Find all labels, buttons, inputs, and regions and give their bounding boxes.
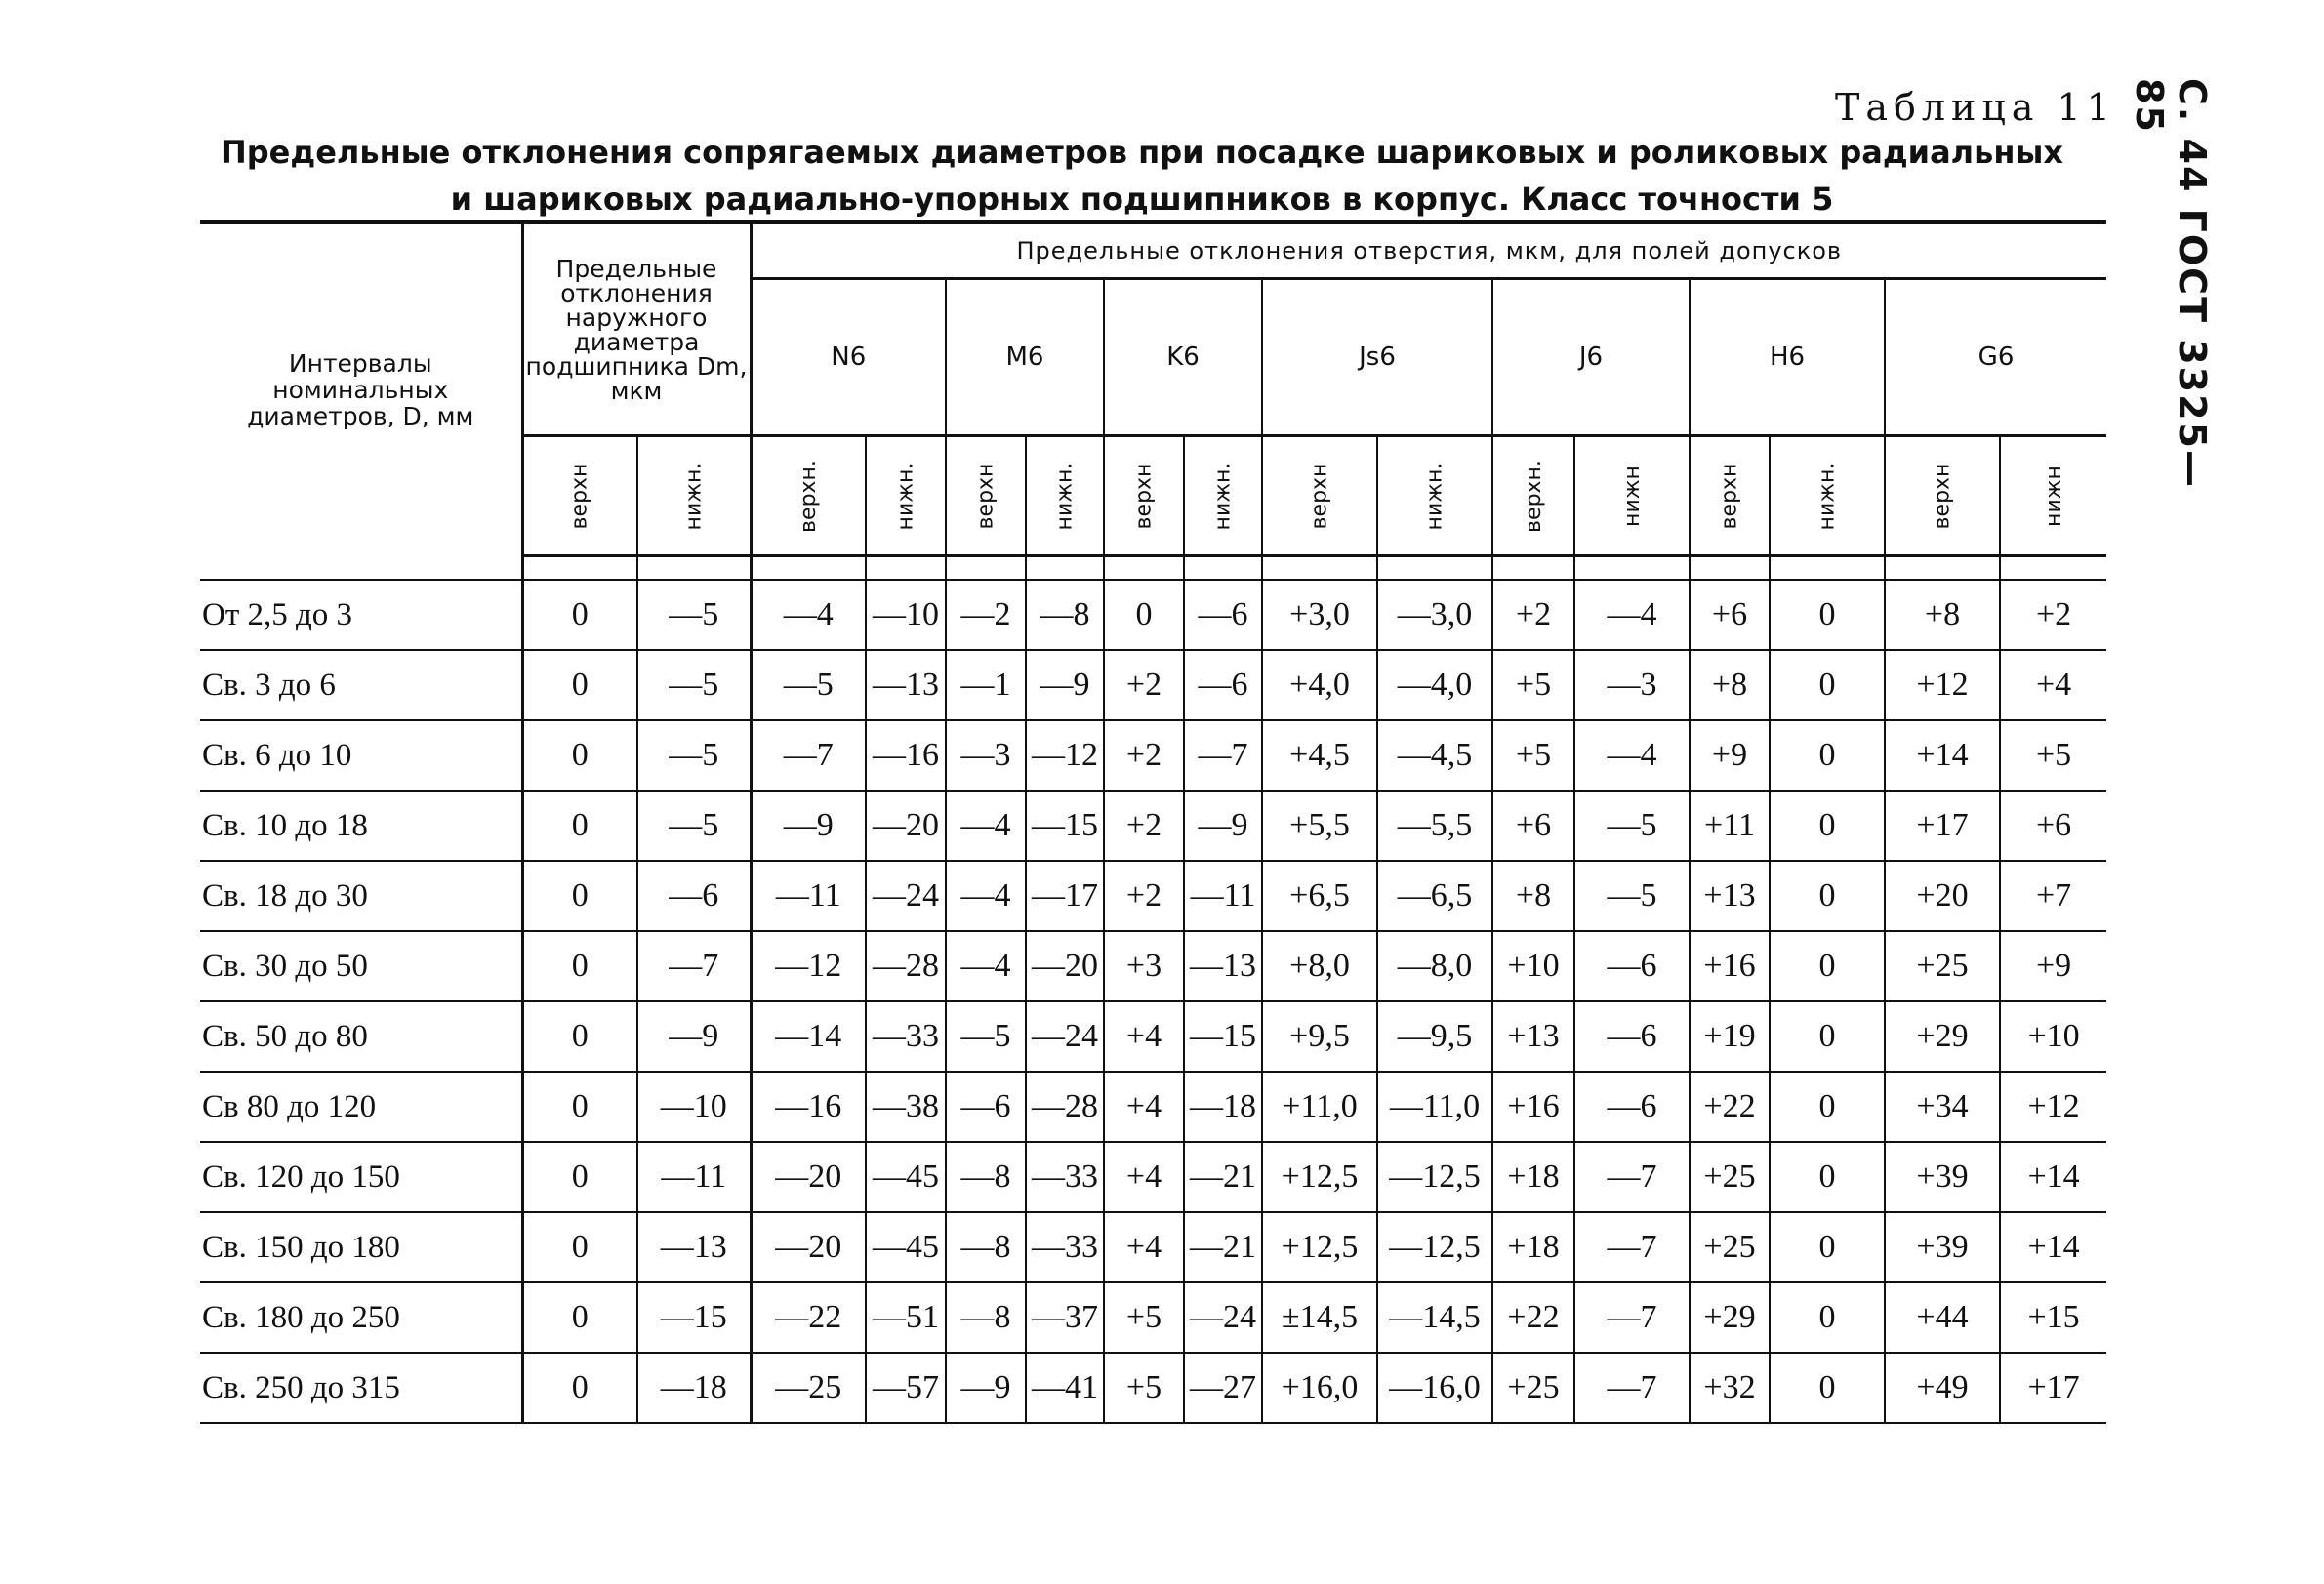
sub-header: нижн: [2000, 436, 2106, 556]
value-cell: 0: [1770, 580, 1885, 650]
value-cell: —5: [637, 720, 751, 791]
value-cell: —5,5: [1377, 791, 1492, 861]
value-cell: +5: [1104, 1282, 1184, 1353]
value-cell: ±14,5: [1262, 1282, 1377, 1353]
value-cell: 0: [522, 1072, 637, 1142]
value-cell: +4: [1104, 1072, 1184, 1142]
spacer-cell: [751, 556, 866, 581]
title-line-1: Предельные отклонения сопрягаемых диаметров при посадке шариковых и роликовых радиальных: [220, 134, 2064, 171]
value-cell: +14: [2000, 1212, 2106, 1282]
table-row: [200, 1142, 2106, 1212]
value-cell: +6: [2000, 791, 2106, 861]
interval-cell: Св 80 до 120: [200, 1072, 522, 1142]
value-cell: —45: [866, 1142, 946, 1212]
value-cell: +4: [1104, 1142, 1184, 1212]
value-cell: +5: [1492, 720, 1574, 791]
value-cell: 0: [1770, 1353, 1885, 1423]
value-cell: +18: [1492, 1142, 1574, 1212]
sub-header: нижн.: [1026, 436, 1104, 556]
value-cell: +16: [1492, 1072, 1574, 1142]
value-cell: —27: [1184, 1353, 1262, 1423]
value-cell: —6: [1184, 580, 1262, 650]
value-cell: —3: [946, 720, 1026, 791]
value-cell: —7: [637, 931, 751, 1001]
value-cell: +25: [1690, 1212, 1770, 1282]
value-cell: 0: [522, 1353, 637, 1423]
value-cell: +6,5: [1262, 861, 1377, 931]
value-cell: —24: [1026, 1001, 1104, 1072]
value-cell: —5: [1574, 861, 1690, 931]
value-cell: —9: [1184, 791, 1262, 861]
value-cell: —5: [1574, 791, 1690, 861]
interval-cell: Св. 30 до 50: [200, 931, 522, 1001]
value-cell: —13: [637, 1212, 751, 1282]
value-cell: +2: [1104, 720, 1184, 791]
value-cell: —24: [866, 861, 946, 931]
value-cell: —11,0: [1377, 1072, 1492, 1142]
table-row: [200, 720, 2106, 791]
value-cell: 0: [1770, 861, 1885, 931]
value-cell: +3,0: [1262, 580, 1377, 650]
sub-header: верхн.: [751, 436, 866, 556]
value-cell: —20: [866, 791, 946, 861]
value-cell: —20: [751, 1142, 866, 1212]
value-cell: —9: [1026, 650, 1104, 720]
value-cell: 0: [522, 1001, 637, 1072]
interval-cell: Св. 250 до 315: [200, 1353, 522, 1423]
header-interval: Интервалы номинальных диаметров, D, мм: [200, 223, 522, 556]
spacer-cell: [1377, 556, 1492, 581]
value-cell: +4: [2000, 650, 2106, 720]
spacer-cell: [1104, 556, 1184, 581]
value-cell: —10: [637, 1072, 751, 1142]
value-cell: —20: [751, 1212, 866, 1282]
value-cell: —8: [946, 1212, 1026, 1282]
value-cell: 0: [522, 720, 637, 791]
value-cell: —10: [866, 580, 946, 650]
value-cell: —3: [1574, 650, 1690, 720]
field-k6: K6: [1104, 279, 1262, 436]
value-cell: +12: [1885, 650, 2000, 720]
value-cell: +22: [1690, 1072, 1770, 1142]
field-m6: M6: [946, 279, 1104, 436]
value-cell: —8,0: [1377, 931, 1492, 1001]
value-cell: —6: [1574, 1072, 1690, 1142]
value-cell: —7: [1574, 1212, 1690, 1282]
table-row: [200, 1282, 2106, 1353]
value-cell: +9: [2000, 931, 2106, 1001]
value-cell: 0: [522, 1142, 637, 1212]
value-cell: —14: [751, 1001, 866, 1072]
tolerance-table: [200, 220, 2106, 1424]
value-cell: +20: [1885, 861, 2000, 931]
value-cell: —4: [1574, 580, 1690, 650]
spacer-cell: [1574, 556, 1690, 581]
value-cell: +8: [1885, 580, 2000, 650]
value-cell: —41: [1026, 1353, 1104, 1423]
value-cell: +25: [1690, 1142, 1770, 1212]
value-cell: —38: [866, 1072, 946, 1142]
spacer-cell: [1026, 556, 1104, 581]
sub-header: верхн: [1690, 436, 1770, 556]
side-label-text: С. 44 ГОСТ 3325—85: [2128, 78, 2214, 489]
value-cell: —28: [866, 931, 946, 1001]
value-cell: —2: [946, 580, 1026, 650]
spacer-cell: [200, 556, 522, 581]
value-cell: +14: [1885, 720, 2000, 791]
value-cell: —6: [1184, 650, 1262, 720]
value-cell: —6: [1574, 1001, 1690, 1072]
table-row: [200, 1072, 2106, 1142]
value-cell: +17: [1885, 791, 2000, 861]
table-row: [200, 1353, 2106, 1423]
interval-cell: Св. 150 до 180: [200, 1212, 522, 1282]
value-cell: +6: [1492, 791, 1574, 861]
field-n6: N6: [751, 279, 946, 436]
value-cell: —15: [637, 1282, 751, 1353]
value-cell: +10: [2000, 1001, 2106, 1072]
value-cell: —6: [1574, 931, 1690, 1001]
value-cell: —20: [1026, 931, 1104, 1001]
value-cell: —57: [866, 1353, 946, 1423]
spacer-cell: [522, 556, 637, 581]
value-cell: +10: [1492, 931, 1574, 1001]
interval-cell: Св. 10 до 18: [200, 791, 522, 861]
sub-header: нижн.: [1770, 436, 1885, 556]
value-cell: —16: [866, 720, 946, 791]
value-cell: +11: [1690, 791, 1770, 861]
value-cell: —11: [637, 1142, 751, 1212]
spacer-cell: [2000, 556, 2106, 581]
value-cell: 0: [522, 580, 637, 650]
value-cell: +4: [1104, 1001, 1184, 1072]
value-cell: —11: [751, 861, 866, 931]
value-cell: —5: [637, 791, 751, 861]
value-cell: —1: [946, 650, 1026, 720]
spacer-cell: [1690, 556, 1770, 581]
value-cell: —6: [637, 861, 751, 931]
value-cell: —9: [751, 791, 866, 861]
value-cell: +2: [1492, 580, 1574, 650]
value-cell: —12: [1026, 720, 1104, 791]
value-cell: +4,5: [1262, 720, 1377, 791]
value-cell: —5: [637, 580, 751, 650]
value-cell: +8,0: [1262, 931, 1377, 1001]
value-cell: +2: [1104, 791, 1184, 861]
value-cell: +11,0: [1262, 1072, 1377, 1142]
value-cell: —15: [1026, 791, 1104, 861]
value-cell: +2: [1104, 650, 1184, 720]
sub-header: верхн.: [1492, 436, 1574, 556]
value-cell: —5: [751, 650, 866, 720]
value-cell: —5: [946, 1001, 1026, 1072]
value-cell: +5: [1492, 650, 1574, 720]
table-number: Таблица 11: [1835, 86, 2116, 129]
value-cell: —16,0: [1377, 1353, 1492, 1423]
value-cell: +13: [1492, 1001, 1574, 1072]
value-cell: —45: [866, 1212, 946, 1282]
sub-header: нижн.: [1184, 436, 1262, 556]
table-row: [200, 791, 2106, 861]
value-cell: —37: [1026, 1282, 1104, 1353]
value-cell: +7: [2000, 861, 2106, 931]
value-cell: —7: [1184, 720, 1262, 791]
value-cell: —12,5: [1377, 1212, 1492, 1282]
sub-header: нижн.: [866, 436, 946, 556]
value-cell: +2: [1104, 861, 1184, 931]
value-cell: +5: [2000, 720, 2106, 791]
value-cell: —33: [1026, 1142, 1104, 1212]
page-side-label: [2128, 78, 2214, 508]
spacer-cell: [1184, 556, 1262, 581]
value-cell: —7: [1574, 1282, 1690, 1353]
value-cell: —24: [1184, 1282, 1262, 1353]
spacer-cell: [1492, 556, 1574, 581]
table-title: [185, 129, 2099, 223]
value-cell: —4: [946, 791, 1026, 861]
table-row: [200, 931, 2106, 1001]
value-cell: —16: [751, 1072, 866, 1142]
sub-header: нижн: [1574, 436, 1690, 556]
table-row: [200, 861, 2106, 931]
value-cell: +49: [1885, 1353, 2000, 1423]
value-cell: —7: [1574, 1142, 1690, 1212]
interval-cell: Св. 6 до 10: [200, 720, 522, 791]
field-js6: Js6: [1262, 279, 1492, 436]
table-row: [200, 1001, 2106, 1072]
value-cell: 0: [1770, 1001, 1885, 1072]
value-cell: —21: [1184, 1212, 1262, 1282]
value-cell: +8: [1690, 650, 1770, 720]
value-cell: —9: [637, 1001, 751, 1072]
spacer-cell: [637, 556, 751, 581]
value-cell: +12,5: [1262, 1212, 1377, 1282]
value-cell: +6: [1690, 580, 1770, 650]
value-cell: —4,5: [1377, 720, 1492, 791]
value-cell: +15: [2000, 1282, 2106, 1353]
value-cell: 0: [1104, 580, 1184, 650]
value-cell: +34: [1885, 1072, 2000, 1142]
value-cell: —13: [866, 650, 946, 720]
value-cell: —12,5: [1377, 1142, 1492, 1212]
value-cell: +12,5: [1262, 1142, 1377, 1212]
value-cell: —9: [946, 1353, 1026, 1423]
value-cell: —7: [1574, 1353, 1690, 1423]
value-cell: —21: [1184, 1142, 1262, 1212]
interval-cell: Св. 18 до 30: [200, 861, 522, 931]
interval-cell: От 2,5 до 3: [200, 580, 522, 650]
value-cell: 0: [1770, 791, 1885, 861]
value-cell: +13: [1690, 861, 1770, 931]
value-cell: —9,5: [1377, 1001, 1492, 1072]
value-cell: +17: [2000, 1353, 2106, 1423]
interval-cell: Св. 120 до 150: [200, 1142, 522, 1212]
sub-header: верхн: [1104, 436, 1184, 556]
header-hole-deviations: Предельные отклонения отверстия, мкм, для полей допусков: [751, 223, 2106, 279]
value-cell: —8: [946, 1142, 1026, 1212]
value-cell: +39: [1885, 1212, 2000, 1282]
value-cell: 0: [1770, 650, 1885, 720]
sub-header: нижн.: [637, 436, 751, 556]
value-cell: +5: [1104, 1353, 1184, 1423]
value-cell: 0: [522, 650, 637, 720]
value-cell: 0: [522, 791, 637, 861]
value-cell: +3: [1104, 931, 1184, 1001]
value-cell: —17: [1026, 861, 1104, 931]
value-cell: +16: [1690, 931, 1770, 1001]
value-cell: —33: [866, 1001, 946, 1072]
value-cell: +44: [1885, 1282, 2000, 1353]
value-cell: +12: [2000, 1072, 2106, 1142]
value-cell: —6: [946, 1072, 1026, 1142]
spacer-cell: [866, 556, 946, 581]
value-cell: 0: [522, 931, 637, 1001]
value-cell: +4: [1104, 1212, 1184, 1282]
sub-header: верхн: [1885, 436, 2000, 556]
value-cell: +4,0: [1262, 650, 1377, 720]
value-cell: +2: [2000, 580, 2106, 650]
header-outer-diameter: Предельные отклонения наружного диаметра подшипника Dm, мкм: [522, 223, 751, 436]
interval-cell: Св. 180 до 250: [200, 1282, 522, 1353]
value-cell: —11: [1184, 861, 1262, 931]
value-cell: +9,5: [1262, 1001, 1377, 1072]
header-spacer-row: [200, 556, 2106, 581]
value-cell: —4: [946, 861, 1026, 931]
sub-header: нижн.: [1377, 436, 1492, 556]
table-body: [200, 556, 2106, 1424]
value-cell: 0: [1770, 720, 1885, 791]
value-cell: +8: [1492, 861, 1574, 931]
title-line-2: и шариковых радиально-упорных подшипников в корпус. Класс точности 5: [450, 181, 1834, 218]
value-cell: —51: [866, 1282, 946, 1353]
value-cell: +22: [1492, 1282, 1574, 1353]
value-cell: —8: [1026, 580, 1104, 650]
value-cell: 0: [1770, 931, 1885, 1001]
spacer-cell: [1885, 556, 2000, 581]
value-cell: +25: [1492, 1353, 1574, 1423]
field-g6: G6: [1885, 279, 2106, 436]
value-cell: —15: [1184, 1001, 1262, 1072]
spacer-cell: [946, 556, 1026, 581]
value-cell: +16,0: [1262, 1353, 1377, 1423]
value-cell: —4: [946, 931, 1026, 1001]
value-cell: 0: [522, 861, 637, 931]
field-j6: J6: [1492, 279, 1690, 436]
value-cell: —14,5: [1377, 1282, 1492, 1353]
value-cell: —12: [751, 931, 866, 1001]
interval-cell: Св. 3 до 6: [200, 650, 522, 720]
value-cell: —18: [1184, 1072, 1262, 1142]
value-cell: —13: [1184, 931, 1262, 1001]
value-cell: +39: [1885, 1142, 2000, 1212]
sub-header: верхн: [946, 436, 1026, 556]
value-cell: —4,0: [1377, 650, 1492, 720]
value-cell: —22: [751, 1282, 866, 1353]
field-h6: H6: [1690, 279, 1885, 436]
value-cell: —6,5: [1377, 861, 1492, 931]
value-cell: +5,5: [1262, 791, 1377, 861]
value-cell: +29: [1885, 1001, 2000, 1072]
value-cell: +14: [2000, 1142, 2106, 1212]
value-cell: —4: [1574, 720, 1690, 791]
value-cell: +19: [1690, 1001, 1770, 1072]
value-cell: +29: [1690, 1282, 1770, 1353]
table-row: [200, 580, 2106, 650]
value-cell: 0: [522, 1282, 637, 1353]
value-cell: —3,0: [1377, 580, 1492, 650]
spacer-cell: [1262, 556, 1377, 581]
value-cell: —18: [637, 1353, 751, 1423]
table-row: [200, 650, 2106, 720]
value-cell: —8: [946, 1282, 1026, 1353]
value-cell: —28: [1026, 1072, 1104, 1142]
value-cell: 0: [1770, 1282, 1885, 1353]
value-cell: 0: [1770, 1212, 1885, 1282]
value-cell: —7: [751, 720, 866, 791]
interval-cell: Св. 50 до 80: [200, 1001, 522, 1072]
value-cell: +25: [1885, 931, 2000, 1001]
value-cell: —4: [751, 580, 866, 650]
value-cell: —5: [637, 650, 751, 720]
value-cell: 0: [1770, 1142, 1885, 1212]
table-row: [200, 1212, 2106, 1282]
sub-header: верхн: [1262, 436, 1377, 556]
value-cell: —25: [751, 1353, 866, 1423]
value-cell: +18: [1492, 1212, 1574, 1282]
value-cell: —33: [1026, 1212, 1104, 1282]
value-cell: 0: [1770, 1072, 1885, 1142]
value-cell: +32: [1690, 1353, 1770, 1423]
sub-header: верхн: [522, 436, 637, 556]
value-cell: 0: [522, 1212, 637, 1282]
value-cell: +9: [1690, 720, 1770, 791]
spacer-cell: [1770, 556, 1885, 581]
